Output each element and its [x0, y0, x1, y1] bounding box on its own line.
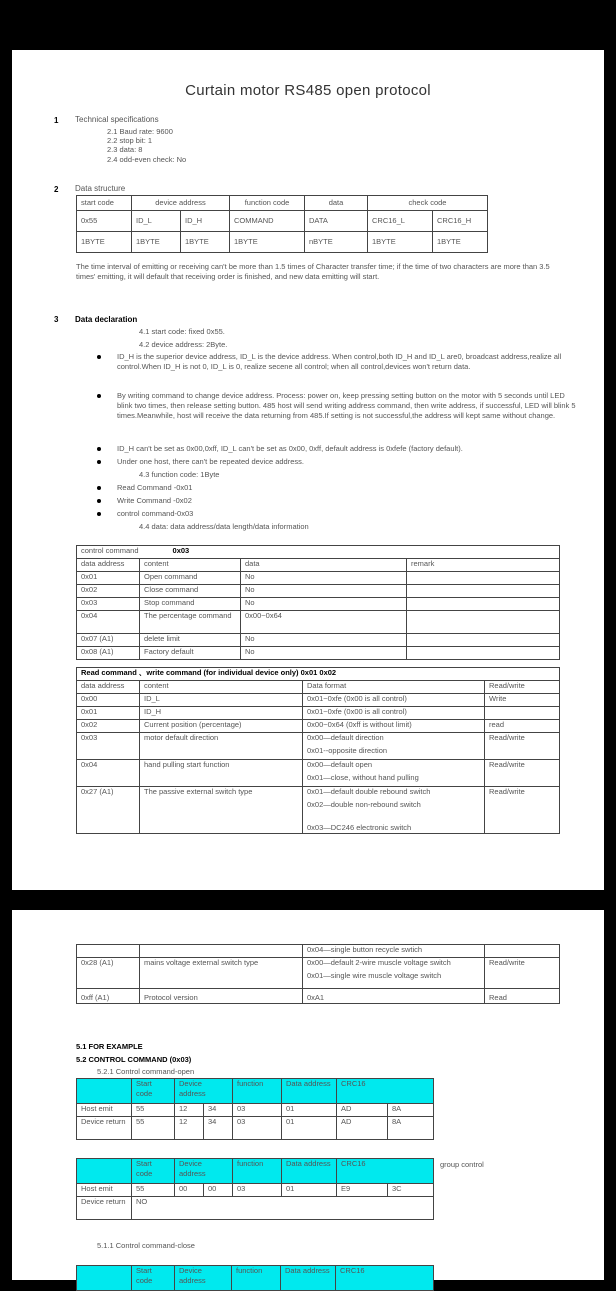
header-crc16: CRC16: [337, 1079, 434, 1104]
cell: [407, 634, 560, 647]
header-data-address: data address: [77, 681, 140, 694]
cell: 03: [233, 1104, 282, 1117]
cell: [407, 598, 560, 611]
header-data-format: Data format: [303, 681, 485, 694]
cell: [77, 945, 140, 958]
cell: No: [241, 572, 407, 585]
cell: Current position (percentage): [140, 720, 303, 733]
bullet-dot: [97, 486, 101, 490]
cell: No: [241, 634, 407, 647]
header-data-address: data address: [77, 559, 140, 572]
function-code-line: 4.3 function code: 1Byte: [139, 470, 220, 479]
bullet-dot: [97, 447, 101, 451]
header-remark: remark: [407, 559, 560, 572]
control-command-text: control command: [81, 546, 139, 555]
header-data: data: [241, 559, 407, 572]
cell: Read/write: [485, 760, 560, 787]
cell: [303, 760, 485, 787]
cell: Device return: [77, 1197, 132, 1220]
cell: motor default direction: [140, 733, 303, 760]
cell: 12: [175, 1104, 204, 1117]
cell: 0x28 (A1): [77, 958, 140, 989]
page-title: Curtain motor RS485 open protocol: [185, 82, 431, 99]
section-3-title: Data declaration: [75, 315, 138, 324]
cell: 0x01~0xfe (0x00 is all control): [303, 707, 485, 720]
unique-address-note: Under one host, there can't be repeated device address.: [117, 457, 304, 466]
cell: No: [241, 585, 407, 598]
cell: 12: [175, 1117, 204, 1140]
cell: CRC16_H: [433, 211, 488, 232]
cell: 0x01: [77, 707, 140, 720]
document-page-2: [12, 910, 604, 1285]
header-function: function: [233, 1159, 282, 1184]
col-check-code: check code: [368, 196, 488, 211]
cell: 01: [282, 1117, 337, 1140]
cell: [77, 1266, 132, 1291]
bullet-dot: [97, 355, 101, 359]
cell: 1BYTE: [368, 232, 433, 253]
cell: 0xA1: [303, 989, 485, 1004]
control-command-heading: 5.2 CONTROL COMMAND (0x03): [76, 1055, 192, 1064]
cell: 0x03: [77, 598, 140, 611]
cell: AD: [337, 1117, 388, 1140]
col-function-code: function code: [230, 196, 305, 211]
cell: 34: [204, 1104, 233, 1117]
cell: 01: [282, 1104, 337, 1117]
id-description: ID_H is the superior device address, ID_L is the device address. When control,both ID_H and ID_L are0, broadcast address,realize all control.When ID_H is not 0, ID_L is 0, realize secene all control; when all control,devices won't return data.: [117, 352, 562, 371]
cell: 0x02: [77, 585, 140, 598]
control-command-item: control command-0x03: [117, 509, 194, 518]
header-device-address: Device address: [175, 1266, 232, 1291]
cell: 0x27 (A1): [77, 787, 140, 834]
cell: 0x04: [77, 760, 140, 787]
cell: Open command: [140, 572, 241, 585]
cell: 0x02: [77, 720, 140, 733]
cell: [77, 1159, 132, 1184]
cell: [303, 733, 485, 760]
cell: [303, 958, 485, 989]
format-line: 0x01--opposite direction: [307, 746, 388, 755]
cell: 00: [175, 1184, 204, 1197]
cell: 1BYTE: [433, 232, 488, 253]
cell: Read/write: [485, 787, 560, 834]
document-page-1: [12, 50, 604, 890]
format-line: 0x01—default double rebound switch: [307, 787, 431, 796]
cell: Close command: [140, 585, 241, 598]
cell: Factory default: [140, 647, 241, 660]
cell: 0x08 (A1): [77, 647, 140, 660]
cell: nBYTE: [305, 232, 368, 253]
spec-stop-bit: 2.2 stop bit: 1: [107, 136, 153, 145]
cell: 1BYTE: [77, 232, 132, 253]
cell: Host emit: [77, 1184, 132, 1197]
device-address-line: 4.2 device address: 2Byte.: [139, 340, 228, 349]
bullet-dot: [97, 499, 101, 503]
cell: [77, 1079, 132, 1104]
control-close-heading: 5.1.1 Control command-close: [97, 1241, 195, 1250]
control-command-table: [76, 545, 560, 660]
cell: AD: [337, 1104, 388, 1117]
cell: Write: [485, 694, 560, 707]
change-address-description: By writing command to change device address. Process: power on, keep pressing setting button on the motor with 5 seconds until LED blink two times, then release setting button. 485 host will send writing address command, then write address, if successful, LED will blink 5 times.Meanwhile, host will receive the data returning from 485.If setting is not successful,the address will kept same without change.: [117, 391, 576, 420]
cell: 0x07 (A1): [77, 634, 140, 647]
section-1-title: Technical specifications: [75, 115, 159, 124]
cell: ID_H: [140, 707, 303, 720]
read-write-table-continued: [76, 944, 560, 1004]
cell: [485, 707, 560, 720]
header-start-code: Start code: [132, 1159, 175, 1184]
section-3-number: 3: [54, 315, 59, 324]
cell: Read/write: [485, 733, 560, 760]
read-write-table: [76, 667, 560, 834]
cell: 01: [282, 1184, 337, 1197]
cell: NO: [132, 1197, 434, 1220]
address-restriction: ID_H can't be set as 0x00,0xff, ID_L can't be set as 0x00, 0xff, default address is 0xfefe (factory default).: [117, 444, 463, 453]
cell: 00: [204, 1184, 233, 1197]
cell: 34: [204, 1117, 233, 1140]
write-command-item: Write Command -0x02: [117, 496, 192, 505]
cell: Device return: [77, 1117, 132, 1140]
header-data-address: Data address: [282, 1159, 337, 1184]
cell: mains voltage external switch type: [140, 958, 303, 989]
cell: hand pulling start function: [140, 760, 303, 787]
cell: DATA: [305, 211, 368, 232]
cell: ID_L: [132, 211, 181, 232]
header-device-address: Device address: [175, 1159, 233, 1184]
format-line: 0x02—double non-rebound switch: [307, 800, 421, 809]
cell: read: [485, 720, 560, 733]
cell: [407, 572, 560, 585]
cell: Host emit: [77, 1104, 132, 1117]
cell: E9: [337, 1184, 388, 1197]
control-command-label: [77, 546, 560, 559]
cell: 8A: [388, 1104, 434, 1117]
header-start-code: Start code: [132, 1266, 175, 1291]
format-line: 0x01—single wire muscle voltage switch: [307, 971, 442, 980]
cell: 03: [233, 1184, 282, 1197]
cell: [407, 585, 560, 598]
col-start-code: start code: [77, 196, 132, 211]
read-command-item: Read Command -0x01: [117, 483, 193, 492]
bullet-dot: [97, 394, 101, 398]
bullet-dot: [97, 460, 101, 464]
cell: 0x00: [77, 694, 140, 707]
example-group-table: [76, 1158, 434, 1220]
data-format-line: 4.4 data: data address/data length/data information: [139, 522, 309, 531]
cell: The percentage command: [140, 611, 241, 634]
cell: 1BYTE: [181, 232, 230, 253]
cell: 8A: [388, 1117, 434, 1140]
cell: No: [241, 647, 407, 660]
header-crc16: CRC16: [336, 1266, 434, 1291]
header-content: content: [140, 681, 303, 694]
cell: 55: [132, 1104, 175, 1117]
cell: Read: [485, 989, 560, 1004]
cell: No: [241, 598, 407, 611]
cell: [407, 647, 560, 660]
section-2-number: 2: [54, 185, 59, 194]
cell: 1BYTE: [132, 232, 181, 253]
start-code-line: 4.1 start code: fixed 0x55.: [139, 327, 225, 336]
header-data-address: Data address: [282, 1079, 337, 1104]
cell: 0x01~0xfe (0x00 is all control): [303, 694, 485, 707]
section-2-title: Data structure: [75, 184, 126, 193]
example-open-table: [76, 1078, 434, 1140]
cell: ID_H: [181, 211, 230, 232]
cell: 0x01: [77, 572, 140, 585]
cell: 55: [132, 1117, 175, 1140]
format-line: 0x01—close, without hand pulling: [307, 773, 419, 782]
cell: The passive external switch type: [140, 787, 303, 834]
cell: [303, 787, 485, 834]
spec-data-bits: 2.3 data: 8: [107, 145, 143, 154]
example-heading: 5.1 FOR EXAMPLE: [76, 1042, 143, 1051]
cell: 03: [233, 1117, 282, 1140]
spec-baud-rate: 2.1 Baud rate: 9600: [107, 127, 173, 136]
cell: [140, 945, 303, 958]
cell: 0xff (A1): [77, 989, 140, 1004]
cell: 1BYTE: [230, 232, 305, 253]
cell: delete limit: [140, 634, 241, 647]
cell: 0x00~0x64 (0xff is without limit): [303, 720, 485, 733]
cell: 0x04—single button recycle swtich: [303, 945, 485, 958]
cell: 0x03: [77, 733, 140, 760]
cell: ID_L: [140, 694, 303, 707]
cell: 3C: [388, 1184, 434, 1197]
data-structure-table: [76, 195, 488, 253]
col-data: data: [305, 196, 368, 211]
cell: [407, 611, 560, 634]
cell: 55: [132, 1184, 175, 1197]
header-device-address: Device address: [175, 1079, 233, 1104]
header-data-address: Data address: [281, 1266, 336, 1291]
section-1-number: 1: [54, 116, 59, 125]
cell: Stop command: [140, 598, 241, 611]
group-control-label: group control: [440, 1160, 484, 1169]
example-close-table: [76, 1265, 434, 1291]
cell: 0x55: [77, 211, 132, 232]
header-function: function: [233, 1079, 282, 1104]
header-start-code: Start code: [132, 1079, 175, 1104]
cell: 0x00~0x64: [241, 611, 407, 634]
format-line: 0x00—default 2-wire muscle voltage switch: [307, 958, 451, 967]
cell: Protocol version: [140, 989, 303, 1004]
cell: 0x04: [77, 611, 140, 634]
format-line: 0x03—DC246 electronic switch: [307, 823, 412, 832]
header-content: content: [140, 559, 241, 572]
col-device-address: device address: [132, 196, 230, 211]
cell: Read/write: [485, 958, 560, 989]
bullet-dot: [97, 512, 101, 516]
control-command-code: 0x03: [172, 546, 190, 555]
cell: CRC16_L: [368, 211, 433, 232]
spec-parity: 2.4 odd-even check: No: [107, 155, 187, 164]
timing-note: The time interval of emitting or receiving can't be more than 1.5 times of Character transfer time; if the time of two characters are more than 3.5 times' emitting, it will default that receiving order is finished, and new data emitting will start.: [76, 262, 550, 281]
format-line: 0x00—default direction: [307, 733, 384, 742]
header-crc16: CRC16: [337, 1159, 434, 1184]
read-write-title: Read command 、write command (for individual device only) 0x01 0x02: [77, 668, 560, 681]
cell: COMMAND: [230, 211, 305, 232]
header-function: function: [232, 1266, 281, 1291]
header-read-write: Read/write: [485, 681, 560, 694]
format-line: 0x00—default open: [307, 760, 373, 769]
control-open-heading: 5.2.1 Control command-open: [97, 1067, 195, 1076]
cell: [485, 945, 560, 958]
